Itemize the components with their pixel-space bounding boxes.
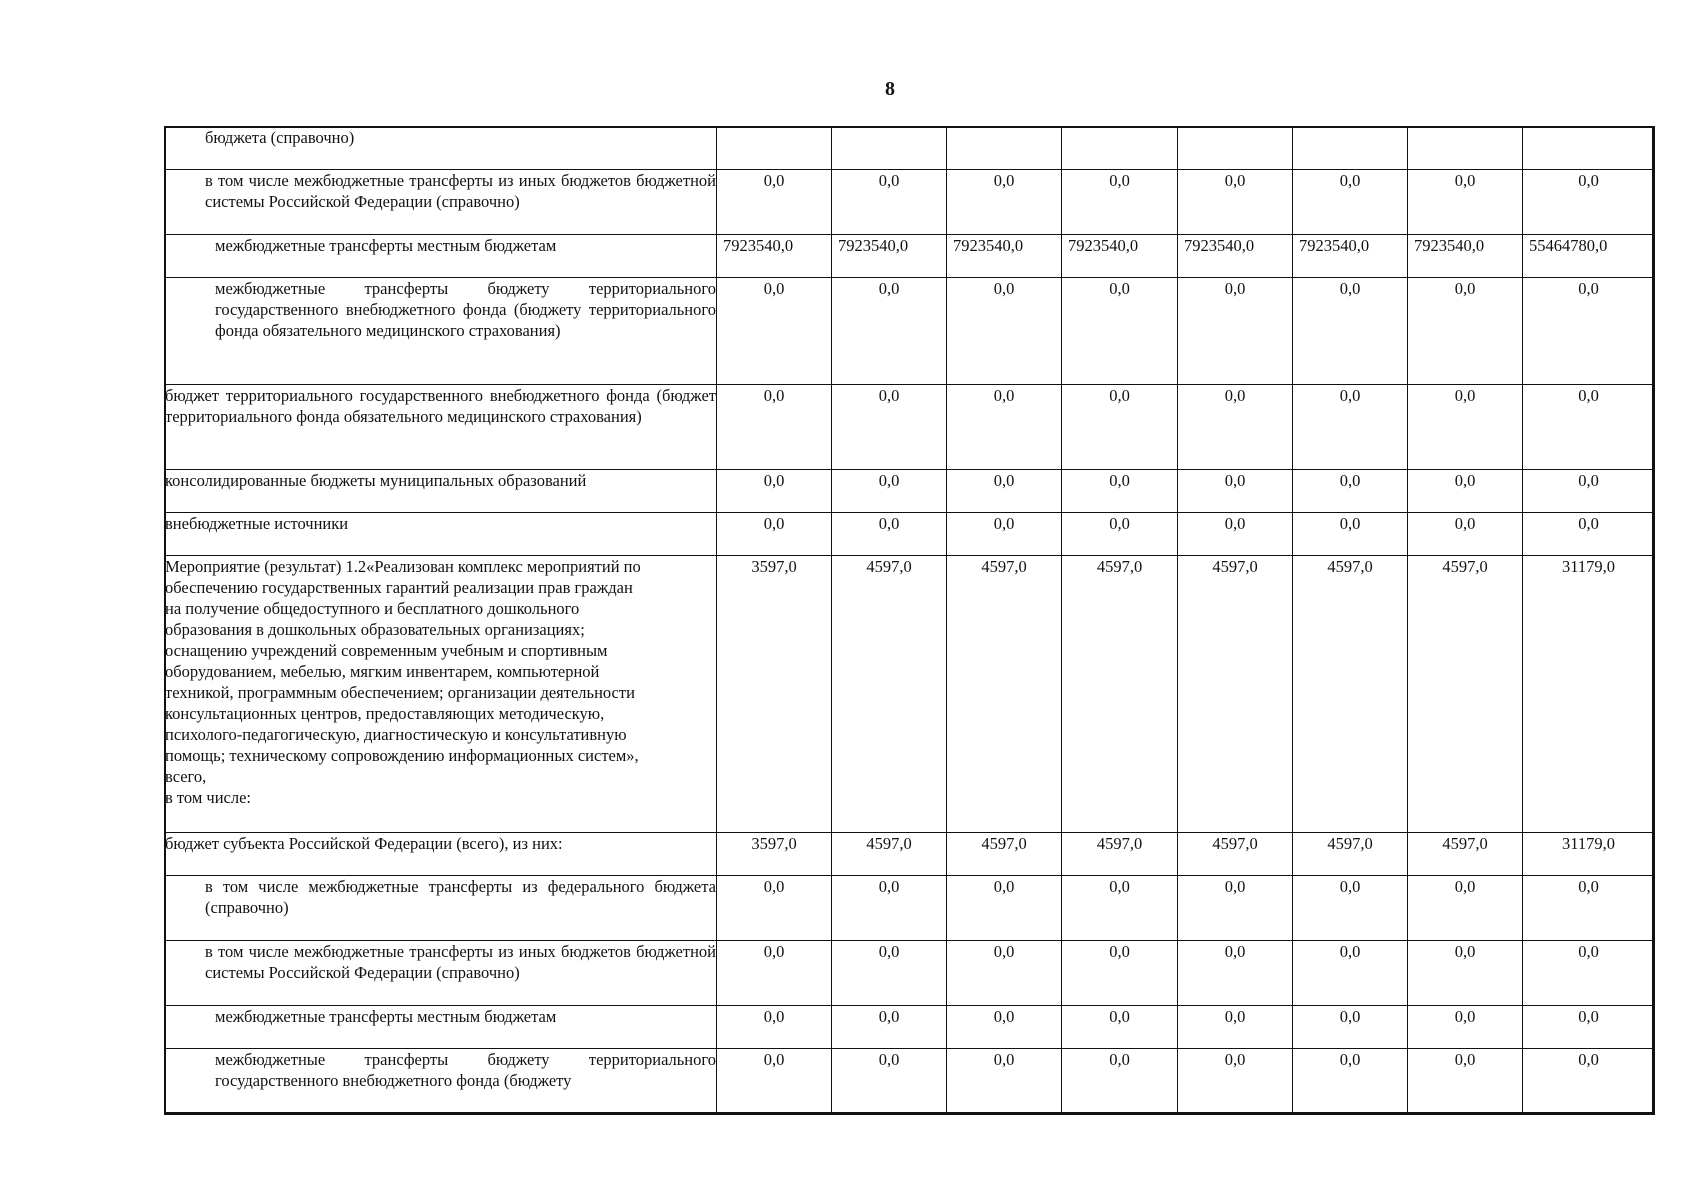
table-row [165, 385, 1655, 470]
table-row [165, 278, 1655, 385]
value-cell [1178, 127, 1293, 170]
value-cell: 7923540,0 [717, 235, 832, 278]
value-cell: 4597,0 [1178, 833, 1293, 876]
value-cell: 7923540,0 [1293, 235, 1408, 278]
value-cell: 0,0 [1293, 513, 1408, 556]
value-cell: 31179,0 [1523, 556, 1655, 833]
table-row [165, 941, 1655, 1006]
value-cell: 0,0 [947, 278, 1062, 385]
value-cell [1062, 127, 1178, 170]
table-row [165, 127, 1655, 170]
row-label: в том числе межбюджетные трансферты из иных бюджетов бюджетной системы Российской Федерации (справочно) [165, 941, 717, 1006]
table-row [165, 876, 1655, 941]
value-cell: 0,0 [1408, 1049, 1523, 1115]
value-cell: 4597,0 [832, 833, 947, 876]
value-cell: 4597,0 [1293, 833, 1408, 876]
value-cell: 0,0 [832, 278, 947, 385]
value-cell: 0,0 [1523, 170, 1655, 235]
value-cell: 4597,0 [947, 833, 1062, 876]
row-label: межбюджетные трансферты местным бюджетам [165, 235, 717, 278]
value-cell: 0,0 [1523, 385, 1655, 470]
value-cell [1408, 127, 1523, 170]
value-cell: 0,0 [1408, 513, 1523, 556]
row-label: бюджет субъекта Российской Федерации (всего), из них: [165, 833, 717, 876]
value-cell: 0,0 [1523, 1006, 1655, 1049]
value-cell: 0,0 [1293, 1006, 1408, 1049]
value-cell: 0,0 [947, 1006, 1062, 1049]
table-row [165, 470, 1655, 513]
row-label: межбюджетные трансферты бюджету территориального государственного внебюджетного фонда (бюджету [165, 1049, 717, 1115]
value-cell [832, 127, 947, 170]
value-cell: 0,0 [1408, 470, 1523, 513]
value-cell: 7923540,0 [1408, 235, 1523, 278]
budget-table [164, 126, 1655, 1115]
value-cell: 0,0 [832, 876, 947, 941]
value-cell: 0,0 [1178, 385, 1293, 470]
value-cell: 7923540,0 [1178, 235, 1293, 278]
table-row [165, 833, 1655, 876]
value-cell: 0,0 [947, 1049, 1062, 1115]
value-cell: 3597,0 [717, 833, 832, 876]
value-cell: 0,0 [717, 941, 832, 1006]
value-cell: 0,0 [717, 170, 832, 235]
table-row [165, 235, 1655, 278]
row-label: бюджет территориального государственного внебюджетного фонда (бюджет территориального фонда обязательного медицинского страхования) [165, 385, 717, 470]
value-cell: 55464780,0 [1523, 235, 1655, 278]
page-number: 8 [885, 78, 895, 100]
value-cell: 0,0 [1062, 876, 1178, 941]
value-cell: 0,0 [947, 385, 1062, 470]
row-label: межбюджетные трансферты бюджету территориального государственного внебюджетного фонда (бюджету территориального фонда обязательного медицинского страхования) [165, 278, 717, 385]
value-cell: 0,0 [1062, 278, 1178, 385]
value-cell: 0,0 [947, 170, 1062, 235]
value-cell: 0,0 [1178, 1049, 1293, 1115]
value-cell: 0,0 [717, 513, 832, 556]
value-cell [1523, 127, 1655, 170]
row-label [165, 556, 717, 833]
value-cell: 0,0 [1062, 1049, 1178, 1115]
value-cell: 0,0 [1293, 278, 1408, 385]
value-cell: 0,0 [1293, 385, 1408, 470]
value-cell: 0,0 [1408, 941, 1523, 1006]
value-cell: 0,0 [1523, 470, 1655, 513]
row-label: внебюджетные источники [165, 513, 717, 556]
table-row [165, 556, 1655, 833]
table-row [165, 170, 1655, 235]
value-cell: 0,0 [717, 876, 832, 941]
value-cell: 0,0 [832, 170, 947, 235]
value-cell: 0,0 [1178, 278, 1293, 385]
value-cell: 0,0 [1178, 513, 1293, 556]
value-cell: 0,0 [1178, 170, 1293, 235]
value-cell: 0,0 [1523, 941, 1655, 1006]
value-cell: 0,0 [717, 385, 832, 470]
value-cell: 0,0 [717, 470, 832, 513]
value-cell: 0,0 [1523, 876, 1655, 941]
value-cell: 0,0 [1062, 1006, 1178, 1049]
value-cell: 0,0 [717, 1049, 832, 1115]
value-cell: 0,0 [1408, 876, 1523, 941]
value-cell: 0,0 [947, 470, 1062, 513]
value-cell: 0,0 [1408, 1006, 1523, 1049]
value-cell: 0,0 [832, 941, 947, 1006]
value-cell: 7923540,0 [947, 235, 1062, 278]
value-cell: 0,0 [1293, 470, 1408, 513]
value-cell: 4597,0 [1408, 556, 1523, 833]
value-cell: 0,0 [947, 513, 1062, 556]
value-cell: 0,0 [1408, 385, 1523, 470]
value-cell: 0,0 [1178, 941, 1293, 1006]
row-label: в том числе межбюджетные трансферты из иных бюджетов бюджетной системы Российской Федерации (справочно) [165, 170, 717, 235]
row-label: в том числе межбюджетные трансферты из федерального бюджета (справочно) [165, 876, 717, 941]
table-row [165, 1049, 1655, 1115]
value-cell: 4597,0 [1408, 833, 1523, 876]
value-cell: 4597,0 [1178, 556, 1293, 833]
row-label: межбюджетные трансферты местным бюджетам [165, 1006, 717, 1049]
value-cell: 0,0 [1062, 170, 1178, 235]
value-cell: 0,0 [1062, 513, 1178, 556]
value-cell: 0,0 [717, 278, 832, 385]
value-cell: 0,0 [717, 1006, 832, 1049]
value-cell: 0,0 [1062, 385, 1178, 470]
value-cell: 0,0 [832, 1006, 947, 1049]
value-cell: 4597,0 [1062, 556, 1178, 833]
value-cell [947, 127, 1062, 170]
value-cell: 0,0 [832, 470, 947, 513]
value-cell: 0,0 [1293, 876, 1408, 941]
value-cell: 0,0 [1178, 1006, 1293, 1049]
row-label: бюджета (справочно) [165, 127, 717, 170]
value-cell: 3597,0 [717, 556, 832, 833]
value-cell: 7923540,0 [1062, 235, 1178, 278]
value-cell: 0,0 [1523, 513, 1655, 556]
value-cell: 0,0 [1062, 470, 1178, 513]
value-cell: 0,0 [1062, 941, 1178, 1006]
value-cell: 0,0 [1293, 1049, 1408, 1115]
value-cell: 0,0 [832, 513, 947, 556]
value-cell: 0,0 [947, 876, 1062, 941]
value-cell: 4597,0 [947, 556, 1062, 833]
value-cell: 4597,0 [1293, 556, 1408, 833]
row-label: консолидированные бюджеты муниципальных образований [165, 470, 717, 513]
value-cell: 0,0 [1523, 1049, 1655, 1115]
value-cell [717, 127, 832, 170]
table-row [165, 1006, 1655, 1049]
value-cell: 0,0 [1178, 876, 1293, 941]
value-cell: 0,0 [1408, 278, 1523, 385]
value-cell: 0,0 [1293, 170, 1408, 235]
budget-table-body [165, 127, 1655, 1115]
value-cell: 0,0 [832, 1049, 947, 1115]
value-cell: 0,0 [832, 385, 947, 470]
value-cell: 4597,0 [832, 556, 947, 833]
value-cell [1293, 127, 1408, 170]
table-row [165, 513, 1655, 556]
value-cell: 0,0 [1408, 170, 1523, 235]
value-cell: 0,0 [947, 941, 1062, 1006]
value-cell: 0,0 [1178, 470, 1293, 513]
value-cell: 4597,0 [1062, 833, 1178, 876]
row-label-text: Мероприятие (результат) 1.2«Реализован комплекс мероприятий по обеспечению государственных гарантий реализации прав граждан на получение общедоступного и бесплатного дошкольного образования в дошкольных образовательных организациях; оснащению учреждений современным учебным и спортивным оборудованием, мебелью, мягким инвентарем, компьютерной техникой, программным обеспечением; организации деятельности консультационных центров, предоставляющих методическую, психолого-педагогическую, диагностическую и консультативную помощь; техническому сопровождению информационных систем», всего, в том числе: [165, 557, 641, 807]
value-cell: 7923540,0 [832, 235, 947, 278]
value-cell: 0,0 [1293, 941, 1408, 1006]
value-cell: 0,0 [1523, 278, 1655, 385]
value-cell: 31179,0 [1523, 833, 1655, 876]
